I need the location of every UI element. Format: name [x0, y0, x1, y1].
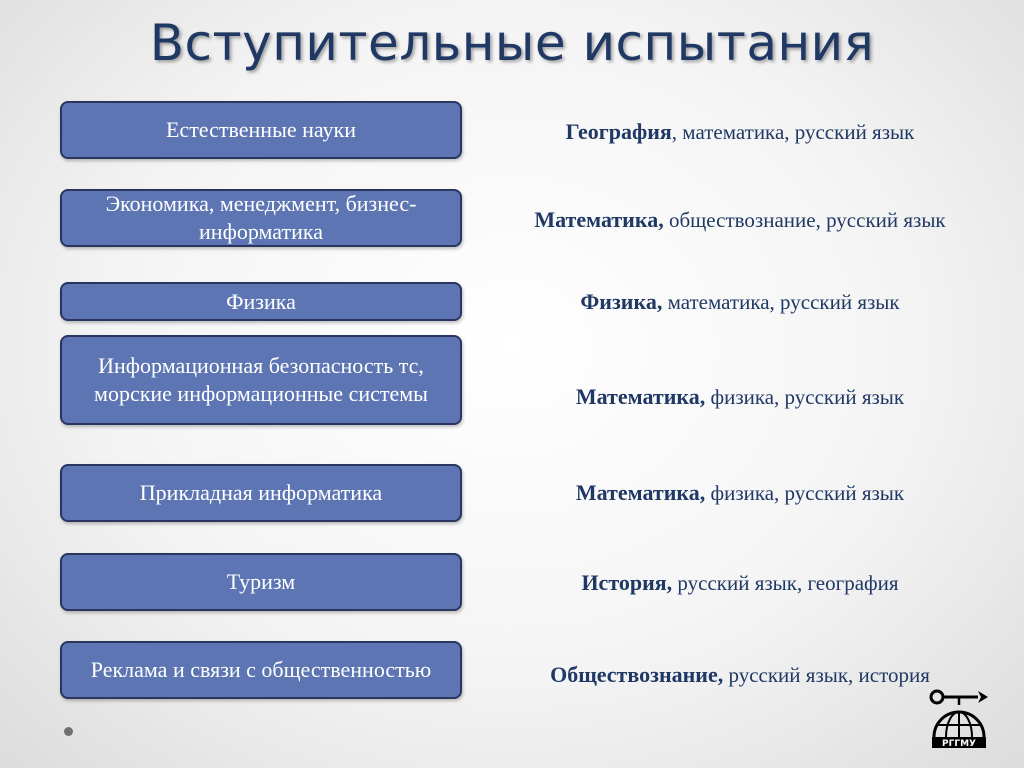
- direction-box-physics: Физика: [60, 282, 462, 321]
- other-subjects: физика, русский язык: [705, 385, 905, 409]
- other-subjects: математика, русский язык: [662, 290, 900, 314]
- direction-box-tourism: Туризм: [60, 553, 462, 611]
- subjects-natural-sciences: [470, 119, 1010, 145]
- main-subject: История,: [581, 570, 673, 595]
- other-subjects: , математика, русский язык: [671, 120, 915, 144]
- direction-box-advertising: Реклама и связи с общественностью: [60, 641, 462, 699]
- main-subject: География: [565, 119, 672, 144]
- subjects-advertising: [470, 662, 1010, 688]
- main-subject: Математика,: [534, 207, 664, 232]
- subjects-physics: [470, 289, 1010, 315]
- direction-box-info-security: Информационная безопасность тс, морские информационные системы: [60, 335, 462, 425]
- bullet-dot: [64, 727, 73, 736]
- university-logo-icon: [928, 687, 990, 749]
- other-subjects: русский язык, история: [723, 663, 930, 687]
- other-subjects: физика, русский язык: [705, 481, 905, 505]
- direction-box-applied-informatics: Прикладная информатика: [60, 464, 462, 522]
- main-subject: Физика,: [580, 289, 663, 314]
- direction-box-economics: Экономика, менеджмент, бизнес-информатика: [60, 189, 462, 247]
- other-subjects: русский язык, география: [672, 571, 899, 595]
- subjects-economics: [470, 207, 1010, 233]
- subjects-tourism: [470, 570, 1010, 596]
- subjects-applied-informatics: [470, 480, 1010, 506]
- logo-text: РГГМУ: [942, 739, 976, 749]
- direction-box-natural-sciences: Естественные науки: [60, 101, 462, 159]
- main-subject: Математика,: [575, 480, 706, 505]
- subjects-info-security: [470, 384, 1010, 410]
- main-subject: Математика,: [575, 384, 706, 409]
- main-subject: Обществознание,: [550, 662, 724, 687]
- other-subjects: обществознание, русский язык: [663, 208, 946, 232]
- slide-title: Вступительные испытания: [149, 14, 875, 72]
